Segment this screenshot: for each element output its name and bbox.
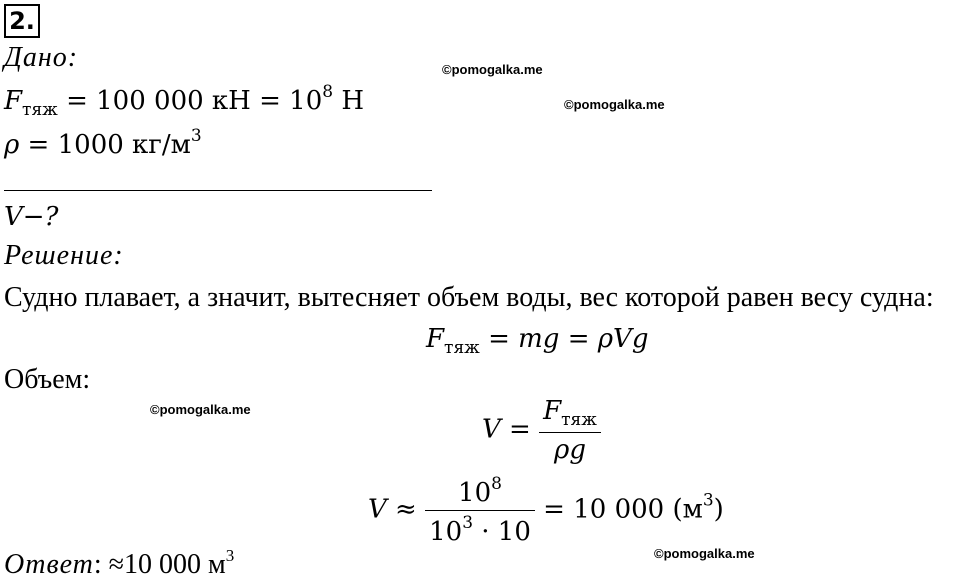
eq3-denominator [425, 511, 535, 547]
density-symbol: ρ [4, 130, 20, 160]
eq3-den-base: 10 [429, 517, 463, 547]
solution-sentence: Судно плавает, а значит, вытесняет объем воды, вес которой равен весу судна: [4, 282, 934, 313]
eq3-rhs: = 10 000 (м [534, 494, 703, 525]
eq3-den-rest: · 10 [473, 517, 531, 547]
given-divider [4, 190, 432, 191]
watermark: ©pomogalka.me [564, 97, 665, 112]
force-value: = 100 000 кН = 10 [57, 86, 323, 116]
eq3-numerator [425, 474, 535, 511]
eq1-subscript: тяж [444, 338, 480, 358]
answer-exponent: 3 [225, 546, 235, 565]
eq3-rhs-close: ) [713, 494, 724, 525]
equation-volume-formula [482, 396, 601, 465]
problem-number: 2. [4, 4, 40, 38]
eq1-rhs: = mg = ρVg [479, 324, 649, 354]
eq2-denominator [539, 433, 601, 465]
eq2-lhs: V = [482, 414, 531, 445]
force-symbol: F [4, 86, 23, 116]
find-text: V−? [4, 202, 59, 232]
force-subscript: тяж [22, 100, 58, 120]
eq2-fraction [539, 396, 601, 465]
given-density-line [4, 126, 202, 160]
answer-value: : ≈10 000 м [93, 549, 226, 580]
watermark: ©pomogalka.me [442, 62, 543, 77]
density-value: = 1000 кг/м [19, 130, 191, 160]
force-unit: Н [333, 86, 365, 116]
watermark: ©pomogalka.me [654, 546, 755, 561]
eq3-lhs: V ≈ [368, 494, 417, 525]
eq3-num-exponent: 8 [491, 474, 502, 494]
solution-heading: Решение: [4, 240, 124, 271]
given-heading: Дано: [4, 42, 79, 73]
eq3-num-base: 10 [458, 478, 492, 508]
eq2-den-text: ρg [554, 435, 586, 465]
eq3-rhs-exponent: 3 [702, 490, 714, 511]
eq1-force-symbol: F [426, 324, 445, 354]
volume-label: Объем: [4, 364, 91, 395]
answer-label: Ответ [4, 549, 94, 580]
eq2-num-subscript: тяж [561, 410, 597, 430]
eq2-numerator [539, 396, 601, 433]
given-force-line [4, 82, 364, 120]
eq2-num-symbol: F [543, 396, 562, 426]
watermark: ©pomogalka.me [150, 402, 251, 417]
equation-volume-calc [368, 474, 724, 547]
eq3-den-exponent: 3 [462, 513, 474, 533]
force-exponent: 8 [322, 82, 334, 102]
answer-line [4, 546, 234, 581]
equation-weight [426, 324, 648, 358]
density-exponent: 3 [190, 126, 202, 146]
eq3-fraction [425, 474, 535, 547]
find-line [4, 202, 59, 232]
